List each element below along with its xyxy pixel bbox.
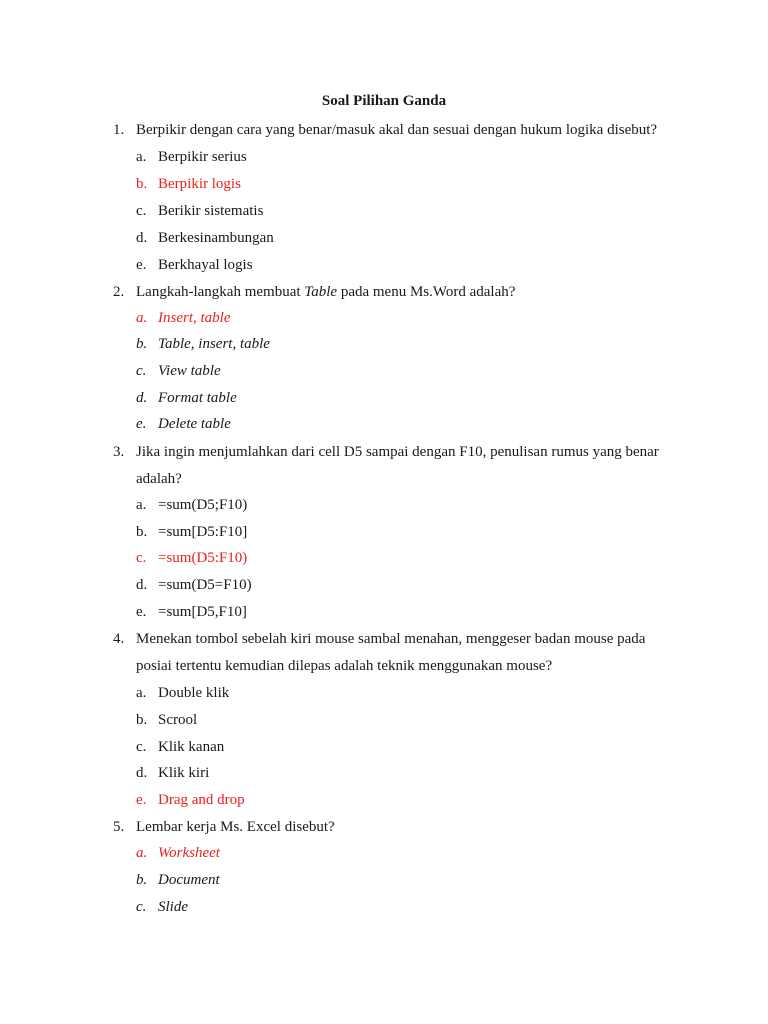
option-letter: d. <box>136 230 148 246</box>
option-text: Document <box>158 872 220 888</box>
question-text: Berpikir dengan cara yang benar/masuk akal dan sesuai dengan hukum logika disebut? <box>136 122 658 138</box>
question-text-part: Langkah-langkah membuat <box>136 284 305 300</box>
option-letter: c. <box>136 899 147 915</box>
option-letter: b. <box>136 524 148 540</box>
option-text: Klik kanan <box>158 739 225 755</box>
option-letter: b. <box>136 872 148 888</box>
question-number: 3. <box>113 444 125 460</box>
option-letter-answer: a. <box>136 310 148 326</box>
option-text: =sum[D5,F10] <box>158 604 247 620</box>
option-text: Slide <box>158 899 188 915</box>
question-number: 2. <box>113 284 125 300</box>
option-letter: c. <box>136 203 147 219</box>
option-text: Berkesinambungan <box>158 230 274 246</box>
option-text: Berikir sistematis <box>158 203 264 219</box>
option-letter: d. <box>136 765 148 781</box>
option-text-answer: Drag and drop <box>158 792 245 808</box>
option-letter: d. <box>136 390 148 406</box>
option-letter: e. <box>136 257 147 273</box>
option-text: View table <box>158 363 221 379</box>
option-text: Double klik <box>158 685 230 701</box>
question-text: Jika ingin menjumlahkan dari cell D5 sampai dengan F10, penulisan rumus yang benar <box>136 444 659 460</box>
option-letter-answer: a. <box>136 845 148 861</box>
option-text: =sum(D5=F10) <box>158 577 252 593</box>
option-text-answer: =sum(D5:F10) <box>158 550 248 566</box>
option-text: Berpikir serius <box>158 149 247 165</box>
option-letter: b. <box>136 712 148 728</box>
question-text-continued: posiai tertentu kemudian dilepas adalah teknik menggunakan mouse? <box>136 658 553 674</box>
option-letter: a. <box>136 149 147 165</box>
option-text-answer: Berpikir logis <box>158 176 241 192</box>
option-text-answer: Insert, table <box>158 310 231 326</box>
option-letter: c. <box>136 739 147 755</box>
option-letter-answer: c. <box>136 550 147 566</box>
question-text-continued: adalah? <box>136 471 182 487</box>
option-text: Klik kiri <box>158 765 210 781</box>
option-text: Scrool <box>158 712 198 728</box>
option-letter-answer: e. <box>136 792 147 808</box>
option-text: =sum(D5;F10) <box>158 497 248 513</box>
question-text-emphasis: Table <box>304 284 338 300</box>
question-number: 5. <box>113 819 125 835</box>
option-text: =sum[D5:F10] <box>158 524 248 540</box>
question-number: 1. <box>113 122 125 138</box>
option-text: Delete table <box>158 416 231 432</box>
option-text-answer: Worksheet <box>158 845 220 861</box>
option-letter: a. <box>136 685 147 701</box>
option-letter: c. <box>136 363 147 379</box>
option-text: Table, insert, table <box>158 336 270 352</box>
option-text: Format table <box>158 390 237 406</box>
question-text: Menekan tombol sebelah kiri mouse sambal menahan, menggeser badan mouse pada <box>136 631 646 647</box>
question-text: Lembar kerja Ms. Excel disebut? <box>136 819 335 835</box>
option-letter: a. <box>136 497 147 513</box>
option-letter: d. <box>136 577 148 593</box>
question-text-part: pada menu Ms.Word adalah? <box>337 284 516 300</box>
option-text: Berkhayal logis <box>158 257 253 273</box>
document-title: Soal Pilihan Ganda <box>321 93 447 109</box>
option-letter: e. <box>136 416 147 432</box>
question-number: 4. <box>113 631 125 647</box>
option-letter: b. <box>136 336 148 352</box>
option-letter-answer: b. <box>136 176 148 192</box>
option-letter: e. <box>136 604 147 620</box>
question-text <box>136 283 515 301</box>
